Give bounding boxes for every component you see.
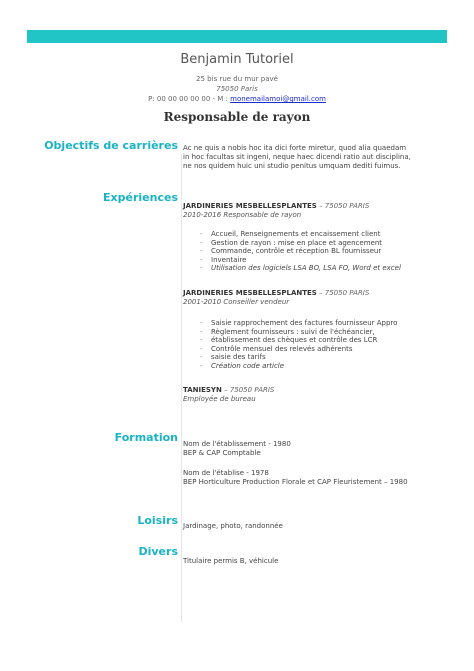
candidate-name: Benjamin Tutoriel: [180, 52, 294, 67]
formation-diploma: BEP & CAP Comptable: [183, 449, 261, 457]
list-item: - Accueil, Renseignements et encaissement client: [200, 230, 401, 239]
loisirs-text: Jardinage, photo, randonnée: [183, 522, 283, 530]
contact-line: [0, 95, 474, 103]
formation-school: Nom de l'établise - 1978: [183, 469, 269, 477]
formation-entry: [183, 469, 408, 487]
accent-bar: [27, 30, 447, 43]
email-link[interactable]: monemailamoi@gmail.com: [230, 95, 326, 103]
list-item: - Contrôle mensuel des relevés adhérents: [200, 345, 397, 354]
list-item: - Commande, contrôle et réception BL fournisseur: [200, 247, 401, 256]
job-1-tasks: [200, 230, 401, 273]
job-title: Responsable de rayon: [163, 110, 311, 124]
formation-school: Nom de l'établissement - 1980: [183, 440, 291, 448]
job-company: TANIESYN – 75050 PARIS: [183, 386, 275, 394]
phone-text: P: 00 00 00 00 00 - M :: [148, 95, 231, 103]
section-divider: [181, 154, 182, 622]
address-city: 75050 Paris: [216, 85, 258, 93]
address-street: 25 bis rue du mur pavé: [196, 75, 278, 83]
formation-entry: [183, 440, 291, 458]
objectifs-text: [183, 144, 411, 171]
section-heading-experiences: Expériences: [103, 191, 178, 204]
job-company: JARDINERIES MESBELLESPLANTES – 75050 PARIS: [183, 202, 370, 210]
job-3: [183, 386, 274, 404]
job-period-role: 2010-2016 Responsable de rayon: [183, 211, 302, 219]
job-company: JARDINERIES MESBELLESPLANTES – 75050 PARIS: [183, 289, 370, 297]
list-item: - Utilisation des logiciels LSA BO, LSA FO, Word et excel: [200, 264, 401, 273]
objectifs-line: ne nos quidem huic uni studio penitus umquam dediti fuimus.: [183, 162, 401, 170]
list-item: - Saisie rapprochement des factures fournisseur Appro: [200, 319, 397, 328]
objectifs-line: in hoc facultas sit ingeni, neque haec dicendi ratio aut disciplina,: [183, 153, 411, 161]
section-heading-loisirs: Loisirs: [137, 514, 178, 527]
list-item: - établissement des chèques et contrôle des LCR: [200, 336, 397, 345]
list-item: - Gestion de rayon : mise en place et agencement: [200, 239, 401, 248]
job-period-role: Employée de bureau: [183, 395, 256, 403]
section-heading-objectifs: Objectifs de carrières: [44, 139, 178, 152]
job-2-tasks: [200, 319, 397, 371]
job-2: [183, 289, 369, 307]
list-item: - Création code article: [200, 362, 397, 371]
list-item: - Règlement fournisseurs : suivi de l'échéancier,: [200, 328, 397, 337]
formation-diploma: BEP Horticulture Production Florale et CAP Fleuristement – 1980: [183, 478, 408, 486]
list-item: - saisie des tarifs: [200, 353, 397, 362]
divers-text: Titulaire permis B, véhicule: [183, 557, 279, 565]
section-heading-formation: Formation: [114, 431, 178, 444]
job-1: [183, 202, 369, 220]
job-period-role: 2001-2010 Conseiller vendeur: [183, 298, 290, 306]
list-item: - Inventaire: [200, 256, 401, 265]
objectifs-line: Ac ne quis a nobis hoc ita dici forte miretur, quod alia quaedam: [183, 144, 407, 152]
section-heading-divers: Divers: [138, 545, 178, 558]
